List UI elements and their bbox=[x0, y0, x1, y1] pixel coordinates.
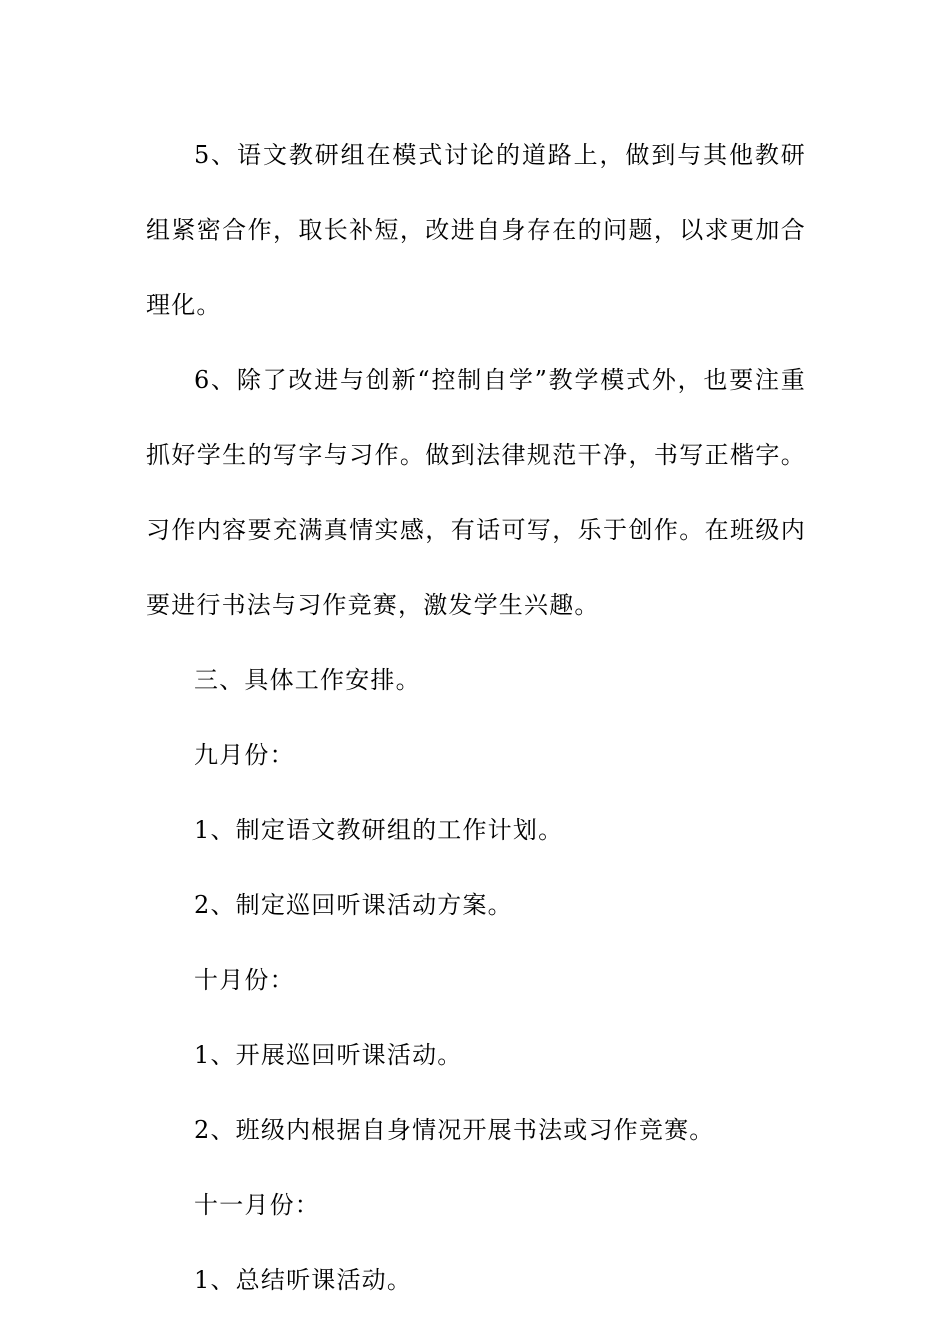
list-item: 2、班级内根据自身情况开展书法或习作竞赛。 bbox=[194, 1116, 715, 1144]
list-item: 1、总结听课活动。 bbox=[194, 1266, 413, 1294]
list-item: 1、制定语文教研组的工作计划。 bbox=[194, 816, 564, 844]
list-item: 1、开展巡回听课活动。 bbox=[194, 1041, 463, 1069]
month-heading-september: 九月份： bbox=[194, 741, 295, 769]
list-item: 2、制定巡回听课活动方案。 bbox=[194, 891, 513, 919]
paragraph-item-5-cooperation: 5、语文教研组在模式讨论的道路上，做到与其他教研组紧密合作，取长补短，改进自身存在的问题，以求更加合理化。 bbox=[146, 141, 806, 319]
month-heading-november: 十一月份： bbox=[194, 1191, 320, 1219]
month-heading-october: 十月份： bbox=[194, 966, 295, 994]
paragraph-item-6-writing: 6、除了改进与创新“控制自学”教学模式外，也要注重抓好学生的写字与习作。做到法律规范干净，书写正楷字。习作内容要充满真情实感，有话可写，乐于创作。在班级内要进行书法与习作竞赛，激发学生兴趣。 bbox=[146, 366, 806, 619]
section-heading-work-arrangement: 三、具体工作安排。 bbox=[194, 666, 421, 694]
document-body bbox=[146, 118, 806, 1318]
